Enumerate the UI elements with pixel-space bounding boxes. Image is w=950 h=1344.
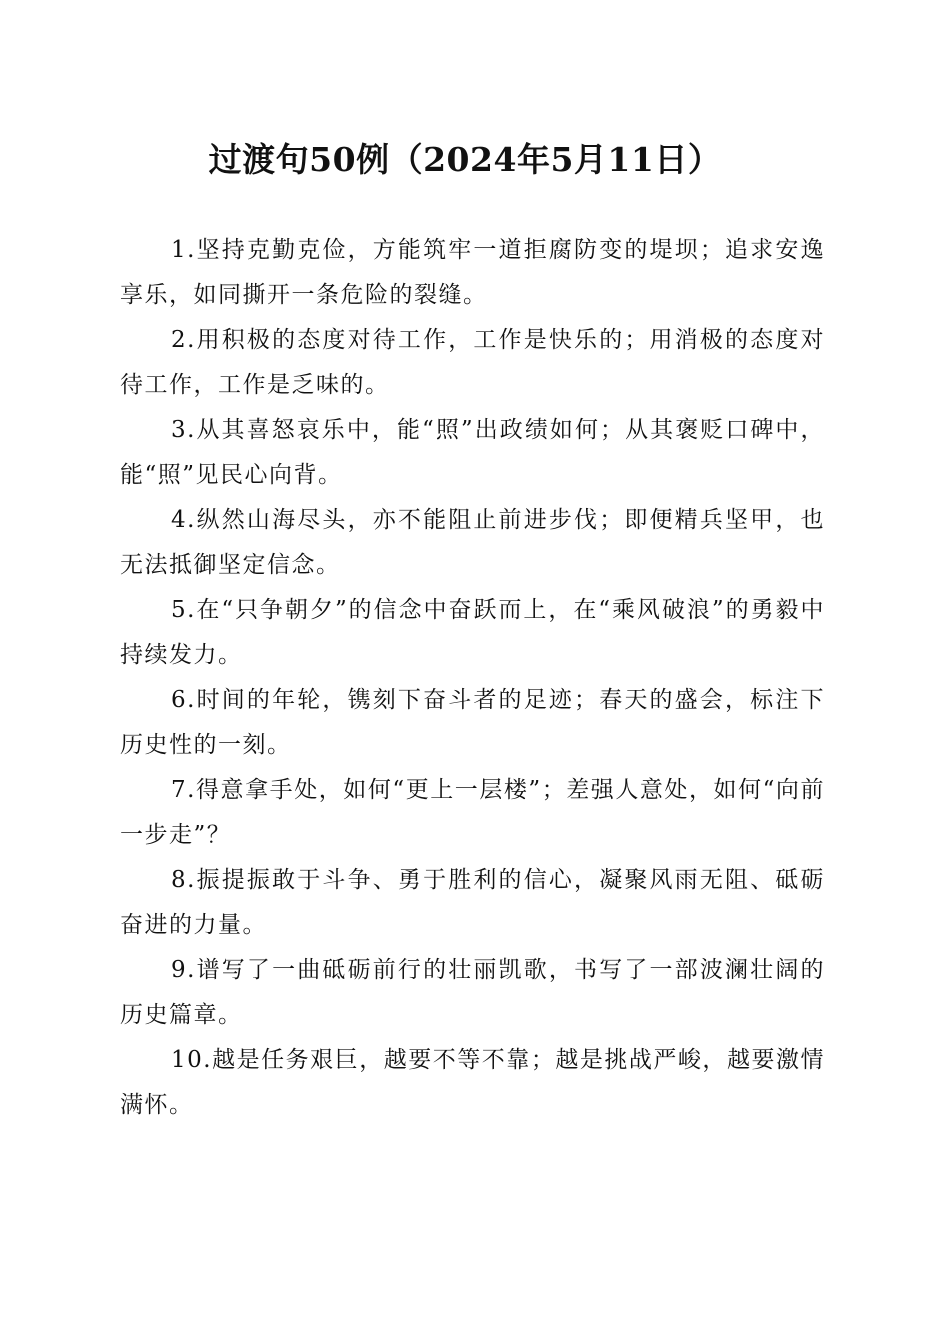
paragraph-4: 4.纵然山海尽头，亦不能阻止前进步伐；即便精兵坚甲，也无法抵御坚定信念。	[120, 507, 825, 578]
paragraph-9: 9.谱写了一曲砥砺前行的壮丽凯歌，书写了一部波澜壮阔的历史篇章。	[120, 957, 825, 1028]
paragraph-1: 1.坚持克勤克俭，方能筑牢一道拒腐防变的堤坝；追求安逸享乐，如同撕开一条危险的裂缝。	[120, 237, 825, 308]
paragraph-2: 2.用积极的态度对待工作，工作是快乐的；用消极的态度对待工作，工作是乏味的。	[120, 327, 825, 398]
document-body	[120, 228, 825, 1128]
paragraph-10: 10.越是任务艰巨，越要不等不靠；越是挑战严峻，越要激情满怀。	[120, 1047, 825, 1118]
paragraph-8: 8.振提振敢于斗争、勇于胜利的信心，凝聚风雨无阻、砥砺奋进的力量。	[120, 867, 825, 938]
paragraph-3: 3.从其喜怒哀乐中，能“照”出政绩如何；从其褒贬口碑中，能“照”见民心向背。	[120, 417, 825, 488]
paragraph-7: 7.得意拿手处，如何“更上一层楼”；差强人意处，如何“向前一步走”？	[120, 777, 825, 848]
paragraph-6: 6.时间的年轮，镌刻下奋斗者的足迹；春天的盛会，标注下历史性的一刻。	[120, 687, 825, 758]
paragraph-5: 5.在“只争朝夕”的信念中奋跃而上，在“乘风破浪”的勇毅中持续发力。	[120, 597, 825, 668]
document-title: 过渡句50例（2024年5月11日）	[208, 140, 722, 179]
